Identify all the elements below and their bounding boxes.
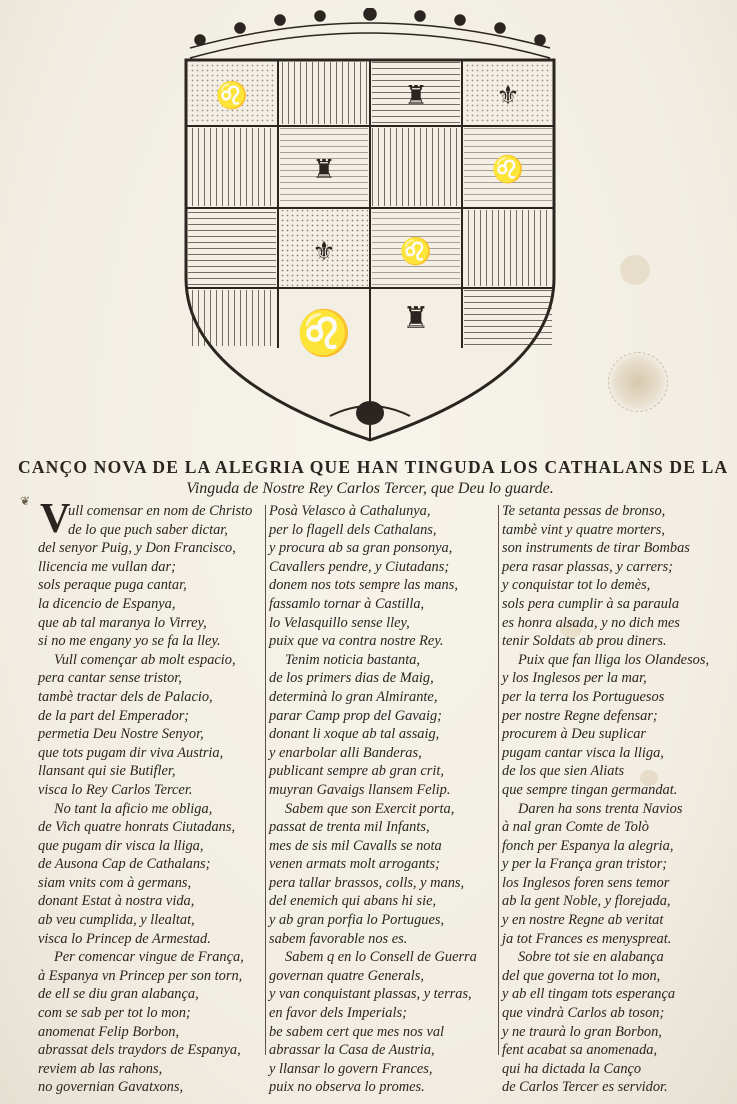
verse-line: y llansar lo govern Frances, xyxy=(269,1060,433,1077)
verse-line: per lo flagell dels Cathalans, xyxy=(269,521,437,538)
verse-line: y per la França gran tristor; xyxy=(502,856,668,873)
verse-line: per la terra los Portuguesos xyxy=(502,688,665,705)
verse-line: pugam cantar visca la lliga, xyxy=(502,744,664,761)
verse-line: à Espanya vn Princep per son torn, xyxy=(38,967,243,984)
verse-line: de Ausona Cap de Cathalans; xyxy=(38,856,211,873)
verse-line: no governian Gavatxons, xyxy=(38,1079,184,1096)
verse-line: Te setanta pessas de bronso, xyxy=(502,503,666,519)
verse-line: llicencia me vullan dar; xyxy=(38,558,176,575)
lion-icon: ♌ xyxy=(399,237,433,267)
verse-line: tenir Soldats ab prou diners. xyxy=(502,633,667,650)
verse-line: pera tallar brassos, colls, y mans, xyxy=(269,874,465,891)
verse-line: siam vnits com à germans, xyxy=(38,874,192,891)
verse-line: passat de trenta mil Infants, xyxy=(269,819,430,836)
verse-line: sols pera cumplir à sa paraula xyxy=(502,595,680,612)
verse-line: de ell se diu gran alabança, xyxy=(38,986,199,1003)
verse-line: per nostre Regne defensar; xyxy=(502,707,658,724)
verse-line: tambè tractar dels de Palacio, xyxy=(38,688,213,705)
verse-line: muyran Gavaigs llansem Felip. xyxy=(269,781,451,798)
verse-line: lo Velasquillo sense lley, xyxy=(269,614,410,631)
verse-line: donem nos tots sempre las mans, xyxy=(269,577,458,594)
verse-line: que ab tal maranya lo Virrey, xyxy=(38,614,207,631)
verse-line: puix que va contra nostre Rey. xyxy=(269,633,444,650)
verse-line: llansant qui sie Butifler, xyxy=(38,763,176,780)
verse-line: en favor dels Imperials; xyxy=(269,1005,407,1022)
verse-column-2 xyxy=(269,502,497,1097)
verse-line: Cavallers pendre, y Ciutadans; xyxy=(269,558,450,575)
verse-line: y enarbolar alli Banderas, xyxy=(269,744,422,761)
verse-line: mes de sis mil Cavalls se nota xyxy=(269,837,442,854)
verse-line: procurem à Deu suplicar xyxy=(502,726,647,743)
verse-line: No tant la aficio me obliga, xyxy=(54,800,213,817)
verse-line: sabem favorable nos es. xyxy=(269,930,408,947)
verse-line: de Carlos Tercer es servidor. xyxy=(502,1079,668,1096)
verse-line: tambè vint y quatre morters, xyxy=(502,521,665,538)
castle-icon: ♜ xyxy=(404,81,428,111)
verse-line: y los Inglesos per la mar, xyxy=(502,670,647,687)
verse-line: Sabem q en lo Consell de Guerra xyxy=(285,949,477,966)
verse-line: reviem ab las rahons, xyxy=(38,1060,163,1077)
verse-line: de los primers dias de Maig, xyxy=(269,670,434,687)
verse-line: y conquistar tot lo demès, xyxy=(502,577,651,594)
paper-stain xyxy=(620,255,650,285)
crown-icon xyxy=(190,8,550,58)
verse-line: del senyor Puig, y Don Francisco, xyxy=(38,540,236,557)
verse-line: donant li xoque ab tal assaig, xyxy=(269,726,440,743)
verse-line: fassamlo tornar à Castilla, xyxy=(269,595,425,612)
verse-line: es honra alsada, y no dich mes xyxy=(502,614,680,631)
verse-line: venen armats molt arrogants; xyxy=(269,856,440,873)
lion-icon: ♌ xyxy=(215,81,249,111)
verse-line: Tenim noticia bastanta, xyxy=(285,651,420,668)
verse-line: fent acabat sa anomenada, xyxy=(502,1042,658,1059)
verse-line: son instruments de tirar Bombas xyxy=(502,540,690,557)
verse-line: ull comensar en nom de Christo xyxy=(68,503,253,519)
verse-line: abrassat dels traydors de Espanya, xyxy=(38,1042,241,1059)
verse-line: de Vich quatre honrats Ciutadans, xyxy=(38,819,236,836)
verse-line: que sempre tingan germandat. xyxy=(502,781,678,798)
verse-line: puix no observa lo promes. xyxy=(269,1079,425,1096)
castle-icon: ♜ xyxy=(402,301,430,336)
fleur-de-lis-icon: ⚜ xyxy=(496,81,520,111)
fleur-de-lis-icon: ⚜ xyxy=(312,237,336,267)
verse-line: be sabem cert que mes nos val xyxy=(269,1023,445,1040)
verse-line: com se sab per tot lo mon; xyxy=(38,1005,191,1022)
verse-line: anomenat Felip Borbon, xyxy=(38,1023,180,1040)
verse-line: ab veu cumplida, y llealtat, xyxy=(38,912,195,929)
page-subtitle: Vinguda de Nostre Rey Carlos Tercer, que Deu lo guarde. xyxy=(186,480,554,497)
verse-line: permetia Deu Nostre Senyor, xyxy=(38,726,204,743)
drop-cap: V xyxy=(40,496,71,542)
verse-line: visca lo Rey Carlos Tercer. xyxy=(38,781,193,798)
verse-line: y van conquistant plassas, y terras, xyxy=(269,986,472,1003)
verse-line: que tots pugam dir viva Austria, xyxy=(38,744,224,761)
verse-line: Posà Velasco à Cathalunya, xyxy=(269,503,431,519)
verse-line: si no me engany yo se fa la lley. xyxy=(38,633,221,650)
verse-line: à nal gran Comte de Tolò xyxy=(502,819,649,836)
verse-line: Vull començar ab molt espacio, xyxy=(54,651,236,668)
verse-line: y en nostre Regne ab veritat xyxy=(502,912,664,929)
column-divider xyxy=(265,505,266,1055)
verse-line: Sabem que son Exercit porta, xyxy=(285,800,455,817)
verse-line: los Inglesos foren sens temor xyxy=(502,874,670,891)
verse-line: y ne traurà lo gran Borbon, xyxy=(502,1023,662,1040)
lion-icon: ♌ xyxy=(491,155,525,185)
royal-coat-of-arms xyxy=(180,8,560,448)
verse-line: del que governa tot lo mon, xyxy=(502,967,661,984)
verse-line: la dicencio de Espanya, xyxy=(38,595,176,612)
verse-line: Per comencar vingue de França, xyxy=(54,949,244,966)
verse-line: Sobre tot sie en alabança xyxy=(518,949,664,966)
verse-line: ab la gent Noble, y florejada, xyxy=(502,893,671,910)
verse-line: governan quatre Generals, xyxy=(269,967,424,984)
verse-line: del enemich qui abans hi sie, xyxy=(269,893,437,910)
verse-line: publicant sempre ab gran crit, xyxy=(269,763,444,780)
ornament-icon: ❦ xyxy=(20,494,31,508)
verse-line: y procura ab sa gran ponsonya, xyxy=(269,540,453,557)
verse-line: ja tot Frances es menyspreat. xyxy=(502,930,672,947)
verse-line: que vindrà Carlos ab toson; xyxy=(502,1005,665,1022)
verse-column-1 xyxy=(38,502,263,1097)
verse-line: donant Estat à nostra vida, xyxy=(38,893,195,910)
verse-line: qui ha dictada la Canço xyxy=(502,1060,642,1077)
page-title: CANÇO NOVA DE LA ALEGRIA QUE HAN TINGUDA LOS CATHALANS DE LA xyxy=(18,457,729,477)
verse-line: de la part del Emperador; xyxy=(38,707,190,724)
library-stamp xyxy=(608,352,668,412)
verse-line: visca lo Princep de Armestad. xyxy=(38,930,211,947)
verse-line: y ab ell tingam tots esperança xyxy=(502,986,676,1003)
verse-column-3 xyxy=(502,502,717,1097)
verse-line: Puix que fan lliga los Olandesos, xyxy=(518,651,710,668)
verse-line: determinà lo gran Almirante, xyxy=(269,688,438,705)
verse-line: que pugam dir visca la lliga, xyxy=(38,837,204,854)
verse-line: de lo que puch saber dictar, xyxy=(68,521,228,538)
column-divider xyxy=(498,505,499,1055)
verse-line: pera cantar sense tristor, xyxy=(38,670,182,687)
verse-line: fonch per Espanya la alegria, xyxy=(502,837,674,854)
verse-line: Daren ha sons trenta Navios xyxy=(518,800,683,817)
verse-line: sols peraque puga cantar, xyxy=(38,577,187,594)
verse-line: y ab gran porfia lo Portugues, xyxy=(269,912,445,929)
castle-icon: ♜ xyxy=(312,155,336,185)
verse-line: abrassar la Casa de Austria, xyxy=(269,1042,435,1059)
verse-line: pera rasar plassas, y carrers; xyxy=(502,558,673,575)
verse-line: de los que sien Aliats xyxy=(502,763,625,780)
lion-icon: ♌ xyxy=(296,308,352,359)
verse-line: parar Camp prop del Gavaig; xyxy=(269,707,442,724)
